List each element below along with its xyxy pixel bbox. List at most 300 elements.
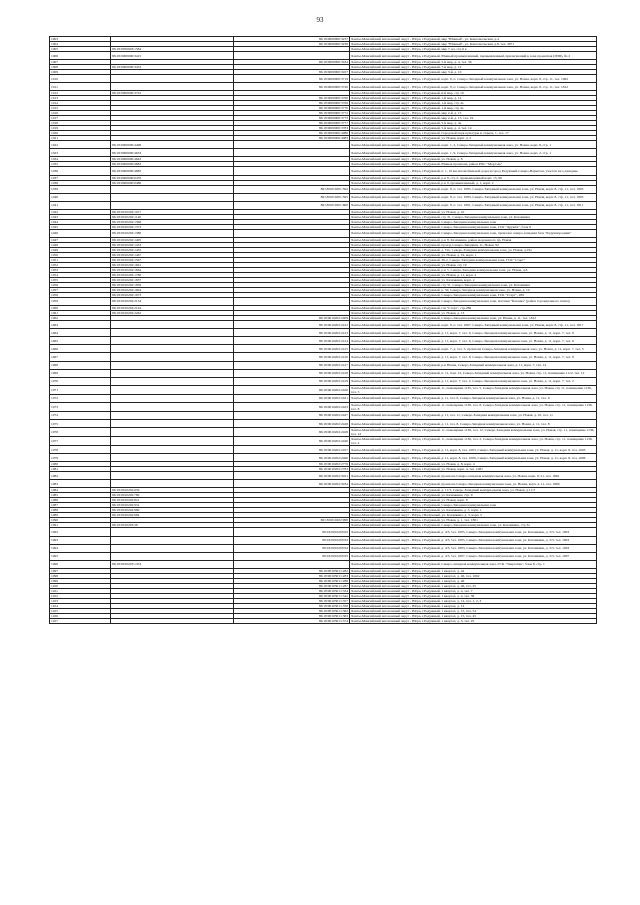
address-cell: Ханты-Мансийский автономный округ - Югра, г.Радужный, мкр 7, вл. стр 6 к (350, 47, 597, 52)
address-cell: Ханты-Мансийский автономный округ - Югра, г.Радужный, 1 квартал, д. 12 (350, 603, 597, 608)
address-cell: Ханты-Мансийский автономный округ - Югра, г.Радужный, корп. 8, п. тел. 1085, Северо-Западный коммунальная зона, ул. Новая, корп. 8, стр. 11, тел. 1803 (350, 185, 597, 193)
cadastral-number-left-cell: 86:18:0010202:1453 (111, 242, 234, 247)
cadastral-number-left-cell (111, 345, 234, 353)
row-number-cell: 1006 (50, 52, 111, 60)
cadastral-number-right-cell: 86:18:0000000:4083 (234, 136, 350, 141)
cadastral-number-right-cell: 86:18:0010301:1283 (234, 573, 350, 578)
row-number-cell: 1013 (50, 96, 111, 101)
table-row (50, 385, 597, 394)
cadastral-number-right-cell: 86:18:0000000:4080 (234, 131, 350, 136)
row-number-cell: 1012 (50, 91, 111, 96)
address-cell: Ханты-Мансийский автономный округ - Югра, г.Радужный, корп. 8, п. Северо-Западный коммунальная зона, ул. Новая, корп. 8, стр. 11, тел. 1812 (350, 83, 597, 91)
address-cell: Ханты-Мансийский автономный округ - Югра, г.Радужный, ул. Новая, д. 8, корп. 4 (350, 462, 597, 467)
cadastral-number-right-cell: 86:18:0010301:1362 (234, 608, 350, 613)
address-cell: Ханты-Мансийский автономный округ - Югра, г.Радужный, 1-й мкр, д. 14 (350, 96, 597, 101)
cadastral-number-right-cell: 86:18:0010201:592 (234, 185, 350, 193)
row-number-cell: 1097 (50, 568, 111, 573)
table-row (50, 552, 597, 560)
cadastral-number-left-cell: 86:18:0010202:931 (111, 503, 234, 508)
cadastral-number-right-cell: 86:18:0000000:3760 (234, 96, 350, 101)
row-number-cell: 1041 (50, 201, 111, 209)
cadastral-number-right-cell: 86:18:0000000:3238 (234, 42, 350, 47)
page-number: 93 (316, 16, 324, 24)
cadastral-number-left-cell (111, 394, 234, 402)
row-number-cell: 1003 (50, 37, 111, 42)
row-number-cell: 1020 (50, 131, 111, 136)
cadastral-number-right-cell (234, 167, 350, 175)
address-cell: Ханты-Мансийский автономный округ - Югра, г.Радужный, д. 4/3, тел. 1007, Северо-Западная коммунальная зона, ул. Казамкина, д. 5/3, тел. 1007 (350, 552, 597, 560)
cadastral-number-right-cell: 86:18:0010202:2457 (234, 446, 350, 454)
cadastral-number-left-cell: 86:18:0010202:1973 (111, 292, 234, 297)
cadastral-number-right-cell: 86:18:0010202:2414 (234, 337, 350, 345)
address-cell: Ханты-Мансийский автономный округ - Югра, г.Радужный, ул. Новая, корп. 4, тел. 1081 (350, 467, 597, 472)
row-number-cell: 1099 (50, 578, 111, 583)
row-number-cell: 1010 (50, 75, 111, 83)
address-cell: Ханты-Мансийский автономный округ - Югра, г.Радужный, 1-й мкр, стр 4а (350, 106, 597, 111)
cadastral-number-left-cell (111, 428, 234, 437)
cadastral-number-right-cell (234, 560, 350, 568)
cadastral-number-left-cell (111, 472, 234, 480)
table-row (50, 229, 597, 237)
table-row (50, 297, 597, 305)
row-number-cell: 1073 (50, 402, 111, 411)
cadastral-number-left-cell: 86:18:0010202:656 (111, 488, 234, 493)
row-number-cell: 1015 (50, 106, 111, 111)
row-number-cell: 1042 (50, 209, 111, 214)
address-cell: Ханты-Мансийский автономный округ - Югра, г.Радужный, 7-й мкр, д. 12 (350, 65, 597, 70)
row-number-cell: 1004 (50, 42, 111, 47)
address-cell: Ханты-Мансийский автономный округ - Югра, г.Radужный, ул. Казамкина, д. 3, корп. 5 (350, 513, 597, 518)
row-number-cell: 1047 (50, 237, 111, 242)
cadastral-number-left-cell (111, 411, 234, 419)
row-number-cell: 1064 (50, 329, 111, 337)
cadastral-number-right-cell: 86:18:0010202:2427 (234, 411, 350, 419)
cadastral-number-right-cell: 86:18:0010301:1334 (234, 588, 350, 593)
row-number-cell: 1038 (50, 180, 111, 185)
row-number-cell: 1017 (50, 116, 111, 121)
row-number-cell: 1046 (50, 229, 111, 237)
cadastral-number-left-cell: 86:18:0000000:3722 (111, 91, 234, 96)
row-number-cell: 1035 (50, 162, 111, 167)
cadastral-number-left-cell: 86:18:0010202:2134 (111, 297, 234, 305)
cadastral-number-left-cell (111, 618, 234, 623)
cadastral-number-left-cell: 86:18:0010202:780 (111, 493, 234, 498)
row-number-cell: 1093 (50, 536, 111, 544)
address-cell: Ханты-Мансийский автономный округ - Югра, г.Радужный, Городской парк культуры и отдыха, 1, тел. 17 (350, 131, 597, 136)
cadastral-number-left-cell: 86:18:0010202:1837 (111, 277, 234, 282)
cadastral-number-left-cell (111, 552, 234, 560)
cadastral-number-right-cell: 86:18:0010301:1363 (234, 613, 350, 618)
table-row (50, 75, 597, 83)
address-cell: Ханты-Мансийский автономный округ - Югра, г.Радужный, ул. Казамкина, д. 3, корп. 1 (350, 508, 597, 513)
row-number-cell: 1079 (50, 454, 111, 462)
cadastral-number-right-cell: 86:18:0000000:3720 (234, 83, 350, 91)
row-number-cell: 1088 (50, 508, 111, 513)
address-cell: Ханты-Мансийский автономный округ - Югра, г.Радужный, ул. Новая, корп. 8 (350, 498, 597, 503)
address-cell: Ханты-Мансийский автономный округ - Югра, г.Радужный, Южный промышленный, промышленный, прилегающий к зоне проектная (ПЗП), № 2 (350, 52, 597, 60)
address-cell: Ханты-Мансийский автономный округ - Югра, г.Радужный, р-н 8, Казамкина, район мороженого пр, Новая (350, 237, 597, 242)
cadastral-number-right-cell: 86:18:0010301:1358 (234, 603, 350, 608)
cadastral-number-right-cell: 86:18:0010202:2421 (234, 394, 350, 402)
cadastral-number-right-cell: 86:18:0000000:3773 (234, 116, 350, 121)
cadastral-number-left-cell (111, 337, 234, 345)
cadastral-number-left-cell: 86:18:0010202:1455 (111, 247, 234, 252)
cadastral-number-left-cell (111, 446, 234, 454)
table-row (50, 167, 597, 175)
cadastral-number-left-cell: 86:18:0000000:3415 (111, 52, 234, 60)
cadastral-number-right-cell: 86:18:0010202:2429 (234, 428, 350, 437)
address-cell: Ханты-Мансийский автономный округ - Югра, г.Радужный, корп. 1, 9, Северо-Западный коммунальная зона, ул. Новая, корп. 2, стр. 1 (350, 149, 597, 157)
cadastral-number-left-cell: 86:18:0000000:4685 (111, 167, 234, 175)
row-number-cell: 1044 (50, 219, 111, 224)
cadastral-number-right-cell: 86:18:0000000:3434 (234, 60, 350, 65)
row-number-cell: 1056 (50, 282, 111, 287)
cadastral-number-right-cell: 86:18:0010301:1357 (234, 598, 350, 603)
cadastral-number-left-cell: 86:18:0010202:1373 (111, 224, 234, 229)
table-row (50, 345, 597, 353)
address-cell: Ханты-Мансийский автономный округ - Югра, г.Радужный, р-н 9, промышленный, д. 1, корп. 2 (350, 180, 597, 185)
cadastral-number-left-cell (111, 377, 234, 385)
address-cell: Ханты-Мансийский автономный округ - Югра, г.Радужный, Южная промзона, район РОС "Мортэль" (350, 162, 597, 167)
cadastral-number-right-cell: 86:18:0010203:63 (234, 536, 350, 544)
address-cell: Ханты-Мансийский автономный округ - Югра, г.Радужный, Северо-Западная коммунальная зона, ул. Новая, д. 11, тел. 1812 (350, 316, 597, 321)
address-cell: Ханты-Мансийский автономный округ - Югра, г.Радужный, мкр 3-й, д. 10 (350, 70, 597, 75)
cadastral-number-left-cell (111, 329, 234, 337)
cadastral-number-right-cell: 86:18:0010201:600 (234, 201, 350, 209)
table-row (50, 361, 597, 369)
row-number-cell: 1018 (50, 121, 111, 126)
address-cell: Ханты-Мансийский автономный округ - Югра, г.Радужный, 5-й мкр, д. 4, тел. 36 (350, 60, 597, 65)
cadastral-number-right-cell: 86:18:0010202:2428 (234, 419, 350, 427)
row-number-cell: 1068 (50, 361, 111, 369)
row-number-cell: 1007 (50, 60, 111, 65)
address-cell: Ханты-Мансийский автономный округ - Югра, г.Радужный, ул. Новая, корп. 4, 2 (350, 136, 597, 141)
address-cell: Ханты-Мансийский автономный округ - Югра, г.Радужный, д. 11/3, Северо-Западный коммунальная зона, ул. Новая, д.11/3 (350, 488, 597, 493)
cadastral-number-left-cell (111, 480, 234, 488)
cadastral-number-right-cell: 86:18:0010203:62 (234, 528, 350, 536)
address-cell: Ханты-Мансийский автономный округ - Югра, г.Радужный, ул. Новая, д. 11, корп. 2 (350, 272, 597, 277)
cadastral-number-left-cell: 86:18:0010202:2262 (111, 311, 234, 316)
row-number-cell: 1081 (50, 467, 111, 472)
row-number-cell: 1045 (50, 224, 111, 229)
address-cell: Ханты-Мансийский автономный округ - Югра, г.Радужный, п. 11, пом. 12, Северо-Западный коммунальная зона, ул. Новая, стр. 11, помещение 1112, тел. 12 (350, 369, 597, 377)
address-cell: Ханты-Мансийский автономный округ - Югра, г.Радужный, корп. 8, п. тел. 1067, Северо-Западный коммунальная зона, ул. Новая, корп. 8, стр. 11, тел. 1817 (350, 321, 597, 329)
table-row (50, 437, 597, 446)
cadastral-number-right-cell: 86:18:0010202:2416 (234, 353, 350, 361)
address-cell: Ханты-Мансийский автономный округ - Югра, г.Радужный, гск "Старт", стр.286 (350, 306, 597, 311)
address-cell: Ханты-Мансийский автономный округ - Югра, г.Радужный, д. 11, тел. 8, Северо-Западная коммунальная зона, ул. Новая, д. 11, тел. 8 (350, 419, 597, 427)
row-number-cell: 1075 (50, 419, 111, 427)
cadastral-number-left-cell: 86:18:0010202:1467 (111, 252, 234, 257)
row-number-cell: 1070 (50, 377, 111, 385)
address-cell: Ханты-Мансийский автономный округ - Югра, г.Радужный, д. 11, тел. 6, Северо-Западная коммунальная зона, ул. Новая, д. 11, тел. 6 (350, 394, 597, 402)
row-number-cell: 1096 (50, 560, 111, 568)
table-row (50, 377, 597, 385)
table-row (50, 83, 597, 91)
cadastral-number-right-cell: 86:18:0010202:3021 (234, 472, 350, 480)
address-cell: Ханты-Мансийский автономный округ - Югра, г.Радужный, 1 квартал, д. 4, тел. 7 (350, 588, 597, 593)
cadastral-number-right-cell (234, 141, 350, 149)
address-cell: Ханты-Мансийский автономный округ - Югра, г.Радужный, мкр 2-й, д. 15 (350, 111, 597, 116)
table-row (50, 185, 597, 193)
address-cell: Ханты-Мансийский автономный округ - Югра, г.Радужный, п. 1, 10 км автомобильной дороги город Радужный-Северо-Варьёган, участок юго-западнее (350, 167, 597, 175)
row-number-cell: 1071 (50, 385, 111, 394)
cadastral-number-right-cell: 86:18:0010301:1282 (234, 568, 350, 573)
row-number-cell: 1050 (50, 252, 111, 257)
address-cell: Ханты-Мансийский автономный округ - Югра, г.Радужный, Северо-западная коммунальная зона, ГСК "Энергетик", блок 8, стр. 1 (350, 560, 597, 568)
address-cell: Ханты-Мансийский автономный округ - Югра, г.Радужный, Северо-Западная коммунальная зона, магазин "Казанка" (район тороидального плана) (350, 297, 597, 305)
cadastral-number-right-cell (234, 52, 350, 60)
cadastral-number-left-cell: 86:18:0010202:1567 (111, 257, 234, 262)
address-cell: Ханты-Мансийский автономный округ - Югра, г.Радужный, ул. Казамкина, стр. 9 (350, 493, 597, 498)
row-number-cell: 1078 (50, 446, 111, 454)
cadastral-number-right-cell: 86:18:0000000:3777 (234, 121, 350, 126)
row-number-cell: 1034 (50, 157, 111, 162)
table-row (50, 369, 597, 377)
row-number-cell: 1016 (50, 111, 111, 116)
cadastral-number-right-cell (234, 297, 350, 305)
address-cell: Ханты-Мансийский автономный округ - Югра, г.Радужный, д. 4/3, тел. 1005, Северо-Западная коммунальная зона, ул. Казамкина, д. 5/3, тел. 1803 (350, 536, 597, 544)
address-cell: Ханты-Мансийский автономный округ - Югра, г.Радужный, д. 11, корп. 8, тел. 1006, Северо-Западный коммунальная зона, ул. Новая, д. 11, корп. 8, тел. 1006 (350, 454, 597, 462)
cadastral-number-left-cell (111, 454, 234, 462)
row-number-cell: 1008 (50, 65, 111, 70)
cadastral-number-left-cell: 86:18:0050003:1584 (111, 47, 234, 52)
row-number-cell: 1100 (50, 583, 111, 588)
cadastral-number-left-cell: 86:18:0000000:4498 (111, 141, 234, 149)
address-cell: Ханты-Мансийский автономный округ - Югра, г.Радужный, Северо-Западная коммунальная зона, промзона северо-западная база "Радужнородник" (350, 229, 597, 237)
row-number-cell: 1059 (50, 297, 111, 305)
row-number-cell: 1054 (50, 272, 111, 277)
cadastral-number-left-cell: 86:18:0010202:1786 (111, 272, 234, 277)
address-cell: Ханты-Мансийский автономный округ - Югра, г.Радужный, 1 квартал, д. 4, тел. 38 (350, 593, 597, 598)
address-cell: Ханты-Мансийский автономный округ - Югра, г.Радужный, д. 4/3, тел. 1003, Северо-Западная коммунальная зона, ул. Казамкина, д. 5/3, тел. 1003 (350, 544, 597, 552)
cadastral-number-left-cell: 86:18:0010202:1839 (111, 282, 234, 287)
row-number-cell: 1107 (50, 618, 111, 623)
row-number-cell: 1055 (50, 277, 111, 282)
row-number-cell: 1086 (50, 498, 111, 503)
row-number-cell: 1094 (50, 544, 111, 552)
row-number-cell: 1048 (50, 242, 111, 247)
address-cell: Ханты-Мансийский автономный округ - Югра, г.Радужный, д. 11, тел. 11, Северо-Западная коммунальная зона, ул. Новая, д. 10, тел. 11 (350, 411, 597, 419)
row-number-cell: 1087 (50, 503, 111, 508)
address-cell: Ханты-Мансийский автономный округ - Югра, г.Радужный, 11, помещение 1136, тел. 12, Северо-Западная коммунальная зона, ул. Новая, стр. 11, помещение 1136, тел. 12 (350, 428, 597, 437)
cadastral-number-left-cell: 86:18:0010202:1904 (111, 287, 234, 292)
table-row (50, 618, 597, 623)
row-number-cell: 1065 (50, 337, 111, 345)
table-row (50, 428, 597, 437)
address-cell: Ханты-Мансийский автономный округ - Югра, г.Радужный, р. 50, Северо-Западная коммунальная зона, ул. Новая, д. 10 (350, 287, 597, 292)
cadastral-number-right-cell: 86:18:0010301:1286 (234, 578, 350, 583)
cadastral-number-left-cell: 86:18:0010202:984 (111, 513, 234, 518)
table-row (50, 480, 597, 488)
row-number-cell: 1105 (50, 608, 111, 613)
cadastral-number-left-cell (111, 528, 234, 536)
address-cell: Ханты-Мансийский автономный округ - Югра, г.Радужный, р-н 8, стр 2, промышленный корп. 15, 96 (350, 175, 597, 180)
cadastral-number-right-cell: 86:18:0000000:3772 (234, 111, 350, 116)
address-cell: Ханты-Мансийский автономный округ - Югра, г.Радужный, корп. 8, п. тел. 1083, Северо-Западный коммунальная зона, ул. Новая, корп. 8, стр. 11, тел. 1803 (350, 193, 597, 201)
row-number-cell: 1052 (50, 262, 111, 267)
cadastral-number-left-cell (111, 193, 234, 201)
table-row (50, 402, 597, 411)
row-number-cell: 1009 (50, 70, 111, 75)
address-cell: Ханты-Мансийский автономный округ - Югра, г.Радужный, 5-й мкр, д. 4, тел. 14 (350, 126, 597, 131)
row-number-cell: 1104 (50, 603, 111, 608)
row-number-cell: 1005 (50, 47, 111, 52)
row-number-cell: 1090 (50, 518, 111, 523)
cadastral-number-right-cell: 86:18:0000000:3770 (234, 106, 350, 111)
cadastral-number-right-cell: 86:18:0000000:3719 (234, 75, 350, 83)
table-row (50, 411, 597, 419)
cadastral-number-left-cell (111, 369, 234, 377)
cadastral-number-right-cell: 86:18:0000000:3237 (234, 37, 350, 42)
cadastral-number-right-cell: 86:18:0010202:2418 (234, 369, 350, 377)
table-row (50, 446, 597, 454)
cadastral-number-left-cell: 86:18:0000000:3453 (111, 65, 234, 70)
address-cell: Ханты-Мансийский автономный округ - Югра, г.Радужный, 1 квартал, д. 15, тел. 54 (350, 608, 597, 613)
cadastral-number-right-cell: 86:18:0010202:2783 (234, 467, 350, 472)
address-cell: Ханты-Мансийский автономный округ - Югра, г.Радужный, Северо-Западная коммунальная зона (350, 503, 597, 508)
address-cell: Ханты-Мансийский автономный округ - Югра, г.Радужный, ул. Новая, стр 19 (350, 262, 597, 267)
table-row (50, 454, 597, 462)
address-cell: Ханты-Мансийский автономный округ - Югра, г.Радужный, мкр 2-й, д. 15, тел. 19 (350, 116, 597, 121)
address-cell: Ханты-Мансийский автономный округ - Югра, г.Радужный, ул. Новая, д. 10 (350, 209, 597, 214)
address-cell: Ханты-Мансийский автономный округ - Югра, г.Радужный, 1 квартал, д. 3, тел. 25 (350, 618, 597, 623)
cadastral-number-right-cell: 86:18:0000000:3769 (234, 101, 350, 106)
address-cell: Ханты-Мансийский автономный округ - Югра, г.Радужный, корп. 8, п. Северо-Западный коммунальная зона, ул. Новая, корп. 8, стр. 11, тел. 1062 (350, 75, 597, 83)
cadastral-number-right-cell: 86:18:0010202:998 (234, 518, 350, 523)
row-number-cell: 1101 (50, 588, 111, 593)
address-cell: Ханты-Мансийский автономный округ - Югра, г.Радужный, 1-й мкр, стр 4а (350, 101, 597, 106)
row-number-cell: 1058 (50, 292, 111, 297)
address-cell: Ханты-Мансийский автономный округ - Югра, г.Радужный, 30-2, Северо-Западная коммунальная зона, ГСК "Старт" (350, 257, 597, 262)
address-cell: Ханты-Мансийский автономный округ - Югра, г.Радужный, промзона Северо-западная коммунальная зона, ул. Новая, корп. 8, 21, тел. 1862 (350, 472, 597, 480)
cadastral-number-right-cell: 86:18:0010202:2412 (234, 321, 350, 329)
table-row (50, 201, 597, 209)
cadastral-number-left-cell: 86:18:0000000:4683 (111, 162, 234, 167)
address-cell: Ханты-Мансийский автономный округ - Югра, г.Радужный, д. 11, корп. 7, тел. 8, Северо-Западная коммунальная зона, ул. Новая, д. 11, корп. 7, тел. 8 (350, 353, 597, 361)
cadastral-number-left-cell (111, 419, 234, 427)
cadastral-number-right-cell: 86:18:0010202:2419 (234, 377, 350, 385)
cadastral-number-right-cell: 86:18:0010202:2420 (234, 385, 350, 394)
row-number-cell: 1023 (50, 149, 111, 157)
cadastral-number-right-cell: 86:18:0010202:3034 (234, 480, 350, 488)
address-cell: Ханты-Мансийский автономный округ - Югра, г.Радужный, д. 11, корп. 7, тел. 6, Северо-Западная коммунальная зона, ул. Новая, д. 11, корп. 7, тел. 6 (350, 337, 597, 345)
table-row (50, 394, 597, 402)
cadastral-number-left-cell (111, 321, 234, 329)
table-row (50, 193, 597, 201)
table-row (50, 329, 597, 337)
address-cell: Ханты-Мансийский автономный округ - Югра, г.Радужный, стр 31, Северо-Западная коммунальная зона, ул. Казамкина (350, 282, 597, 287)
table-row (50, 544, 597, 552)
row-number-cell: 1036 (50, 167, 111, 175)
row-number-cell: 1040 (50, 193, 111, 201)
cadastral-number-right-cell: 86:18:0010301:1342 (234, 593, 350, 598)
address-cell: Ханты-Мансийский автономный округ - Югра, г.Радужный, ул. Казамкина, корп. 2 (350, 277, 597, 282)
cadastral-number-left-cell: 86:18:0000000:4643 (111, 157, 234, 162)
cadastral-number-right-cell: 86:18:0010202:2409 (234, 316, 350, 321)
cadastral-number-left-cell: 86:18:0000000:4633 (111, 149, 234, 157)
cadastral-number-left-cell: 86:18:0010202:1664 (111, 267, 234, 272)
address-cell: Ханты-Мансийский автономный округ - Югра, г.Радужный, д. 11, корп. 7, тел. 2, Северо-Западная коммунальная зона, ул. Новая, д. 11, корп. 7, тел. 2 (350, 377, 597, 385)
cadastral-number-right-cell (234, 229, 350, 237)
address-cell: Ханты-Мансийский автономный округ - Югра, г.Радужный, 11, помещение 1135, тел. 5, Северо-Западная коммунальная зона, ул. Новая, стр 11, помещение 1136, тел. 5 (350, 385, 597, 394)
cadastral-number-left-cell (111, 353, 234, 361)
cadastral-number-left-cell: 86:18:0010202:1661 (111, 262, 234, 267)
cadastral-number-left-cell (111, 437, 234, 446)
row-number-cell: 1083 (50, 480, 111, 488)
cadastral-number-right-cell: 86:18:0000000:3783 (234, 126, 350, 131)
cadastral-number-right-cell: 86:18:0010203:65 (234, 552, 350, 560)
cadastral-number-right-cell: 86:18:0010202:2440 (234, 437, 350, 446)
cadastral-number-left-cell (111, 361, 234, 369)
cadastral-number-left-cell: 86:18:0000000:0486 (111, 180, 234, 185)
cadastral-number-right-cell: 86:18:0010203:64 (234, 544, 350, 552)
address-cell: Ханты-Мансийский автономный округ - Югра, г.Радужный, 5-й мкр, д. 4а (350, 121, 597, 126)
row-number-cell: 1011 (50, 83, 111, 91)
address-cell: Ханты-Мансийский автономный округ - Югра, г.Радужный, мкр "Южный", ул. Комсомольская, д.4 (350, 37, 597, 42)
cadastral-number-left-cell: 86:18:0010203:1453 (111, 560, 234, 568)
row-number-cell: 1092 (50, 528, 111, 536)
row-number-cell: 1043 (50, 214, 111, 219)
row-number-cell: 1103 (50, 598, 111, 603)
address-cell: Ханты-Мансийский автономный округ - Югра, г.Радужный, 11, помещение 1136, тел. 8, Северо-Западная коммунальная зона, ул. Новая, стр. 11, помещение 1136, тел. 8 (350, 402, 597, 411)
address-cell: Ханты-Мансийский автономный округ - Югра, г.Радужный, корп. 1, 2, Северо-Западный коммунальная зона, ул. Новая, корп. 8, стр. 1 (350, 141, 597, 149)
cadastral-number-left-cell: 86:18:0010202:1140 (111, 214, 234, 219)
address-cell: Ханты-Мансийский автономный округ - Югра, г.Радужный, ул. Новая, д. 8 (350, 157, 597, 162)
cadastral-number-right-cell: 86:18:0010301:1374 (234, 618, 350, 623)
table-row (50, 52, 597, 60)
address-cell: Ханты-Мансийский автономный округ - Югра, г.Радужный, р-н 5, Северо-Западная коммунальная зона, ул. Новая, д.8 (350, 267, 597, 272)
row-number-cell: 1014 (50, 101, 111, 106)
address-cell: Ханты-Мансийский автономный округ - Югра, г.Радужный, 1 квартал, д. 46 (350, 578, 597, 583)
address-cell: Ханты-Мансийский автономный округ - Югра, г.Радужный, ул. Новая, д. 1, тел. 1801 (350, 518, 597, 523)
cadastral-number-left-cell (111, 402, 234, 411)
cadastral-number-left-cell: 86:18:0010202:980 (111, 508, 234, 513)
row-number-cell: 1091 (50, 523, 111, 528)
cadastral-number-right-cell: 86:18:0010202:2776 (234, 462, 350, 467)
address-cell: Ханты-Мансийский автономный округ - Югра, г.Радужный, д. 11, корп. 7, тел. 9, Северо-Западная коммунальная зона, ул. Новая, д. 11, корп. 7, тел. 9 (350, 329, 597, 337)
cadastral-number-left-cell (111, 185, 234, 193)
row-number-cell: 1077 (50, 437, 111, 446)
table-row (50, 149, 597, 157)
cadastral-number-left-cell: 86:18:0010202:821 (111, 498, 234, 503)
row-number-cell: 1085 (50, 493, 111, 498)
table-row (50, 141, 597, 149)
cadastral-number-right-cell: 86:18:0010202:2423 (234, 402, 350, 411)
table-row (50, 353, 597, 361)
cadastral-number-left-cell: 86:18:0010202:2164 (111, 306, 234, 311)
row-number-cell: 1102 (50, 593, 111, 598)
cadastral-number-left-cell: 86:18:0010202:1380 (111, 229, 234, 237)
cadastral-number-left-cell: 86:18:0010202:1017 (111, 209, 234, 214)
row-number-cell: 1022 (50, 141, 111, 149)
address-cell: Ханты-Мансийский автономный округ - Югра, г.Радужный, д. 19а, Северо-Западная коммунальная зона, ул. Новая, д.19а (350, 247, 597, 252)
cadastral-number-left-cell (111, 536, 234, 544)
row-number-cell: 1069 (50, 369, 111, 377)
cadastral-number-left-cell: 86:18:0000000:0470 (111, 175, 234, 180)
address-cell: Ханты-Мансийский автономный округ - Югра, г.Радужный, Северо-Западная коммунальная зона (350, 219, 597, 224)
address-cell: Ханты-Мансийский автономный округ - Югра, г.Радужный, д. 11, корп. 8, тел. 1003, Северо-Западный коммунальная зона, ул. Новая, д. 11, корп. 8, тел. 1003 (350, 446, 597, 454)
address-cell: Ханты-Мансийский автономный округ - Югра, г.Радужный, корп. 7, д. тел. 5, промзона Северо-Западная коммунальная зона, ул. Новая, д. 11, корп. 7, тел. 5 (350, 345, 597, 353)
cadastral-number-right-cell: 86:18:0010301:1287 (234, 583, 350, 588)
cadastral-number-right-cell: 86:18:0000000:3457 (234, 70, 350, 75)
cadastral-number-right-cell: 86:18:0010202:2413 (234, 329, 350, 337)
table-row (50, 536, 597, 544)
row-number-cell: 1080 (50, 462, 111, 467)
table-row (50, 472, 597, 480)
cadastral-number-right-cell (234, 149, 350, 157)
row-number-cell: 1051 (50, 257, 111, 262)
